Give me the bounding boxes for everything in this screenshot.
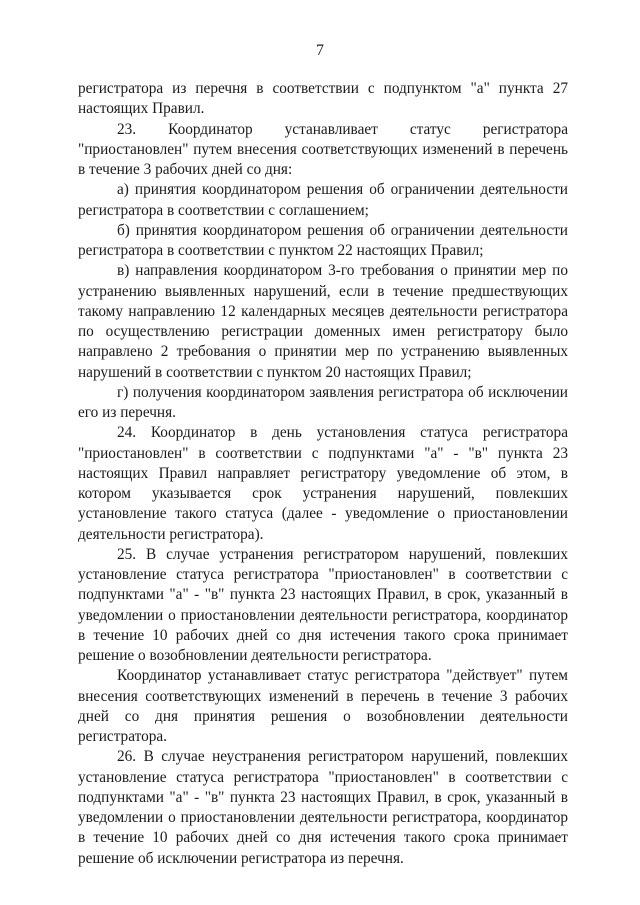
paragraph-continuation: регистратора из перечня в соответствии с подпунктом "а" пункта 27 настоящих Правил. xyxy=(78,80,568,118)
paragraph-clause-25-continuation: Координатор устанавливает статус регистратора "действует" путем внесения соответствующих изменений в перечень в течение 3 рабочих дней со дня принятия решения о возобновлении деятельности регистратора. xyxy=(78,667,568,745)
paragraph-clause-25: 25. В случае устранения регистратором нарушений, повлекших установление статуса регистратора "приостановлен" в соответствии с подпунктами "а" - "в" пункта 23 настоящих Правил, в срок, указанный в уведомлении о приостановлении деятельности регистратора, координатор в течение 10 рабочих дней со дня истечения такого срока принимает решение о возобновлении деятельности регистратора. xyxy=(78,545,568,664)
paragraph-clause-24: 24. Координатор в день установления статуса регистратора "приостановлен" в соответствии с подпунктами "а" - "в" пункта 23 настоящих Правил направляет регистратору уведомление об этом, в котором указывается срок устранения нарушений, повлекших установление такого статуса (далее - уведомление о приостановлении деятельности регистратора). xyxy=(78,424,568,543)
paragraph-clause-26: 26. В случае неустранения регистратором нарушений, повлекших установление статуса регистратора "приостановлен" в соответствии с подпунктами "а" - "в" пункта 23 настоящих Правил, в срок, указанный в уведомлении о приостановлении деятельности регистратора, координатор в течение 10 рабочих дней со дня истечения такого срока принимает решение об исключении регистратора из перечня. xyxy=(78,748,568,867)
document-body xyxy=(78,79,568,869)
page-number: 7 xyxy=(316,42,324,59)
paragraph-subclause-b: б) принятия координатором решения об ограничении деятельности регистратора в соответствии с пунктом 22 настоящих Правил; xyxy=(78,221,568,259)
paragraph-clause-23: 23. Координатор устанавливает статус регистратора "приостановлен" путем внесения соответствующих изменений в перечень в течение 3 рабочих дней со дня: xyxy=(78,120,568,178)
paragraph-subclause-g: г) получения координатором заявления регистратора об исключении его из перечня. xyxy=(78,383,568,421)
paragraph-subclause-a: а) принятия координатором решения об ограничении деятельности регистратора в соответствии с соглашением; xyxy=(78,181,568,219)
paragraph-subclause-v: в) направления координатором 3-го требования о принятии мер по устранению выявленных нарушений, если в течение предшествующих такому направлению 12 календарных месяцев деятельности регистратора по осуществлению регистрации доменных имен регистратору было направлено 2 требования о принятии мер по устранению выявленных нарушений в соответствии с пунктом 20 настоящих Правил; xyxy=(78,262,568,381)
